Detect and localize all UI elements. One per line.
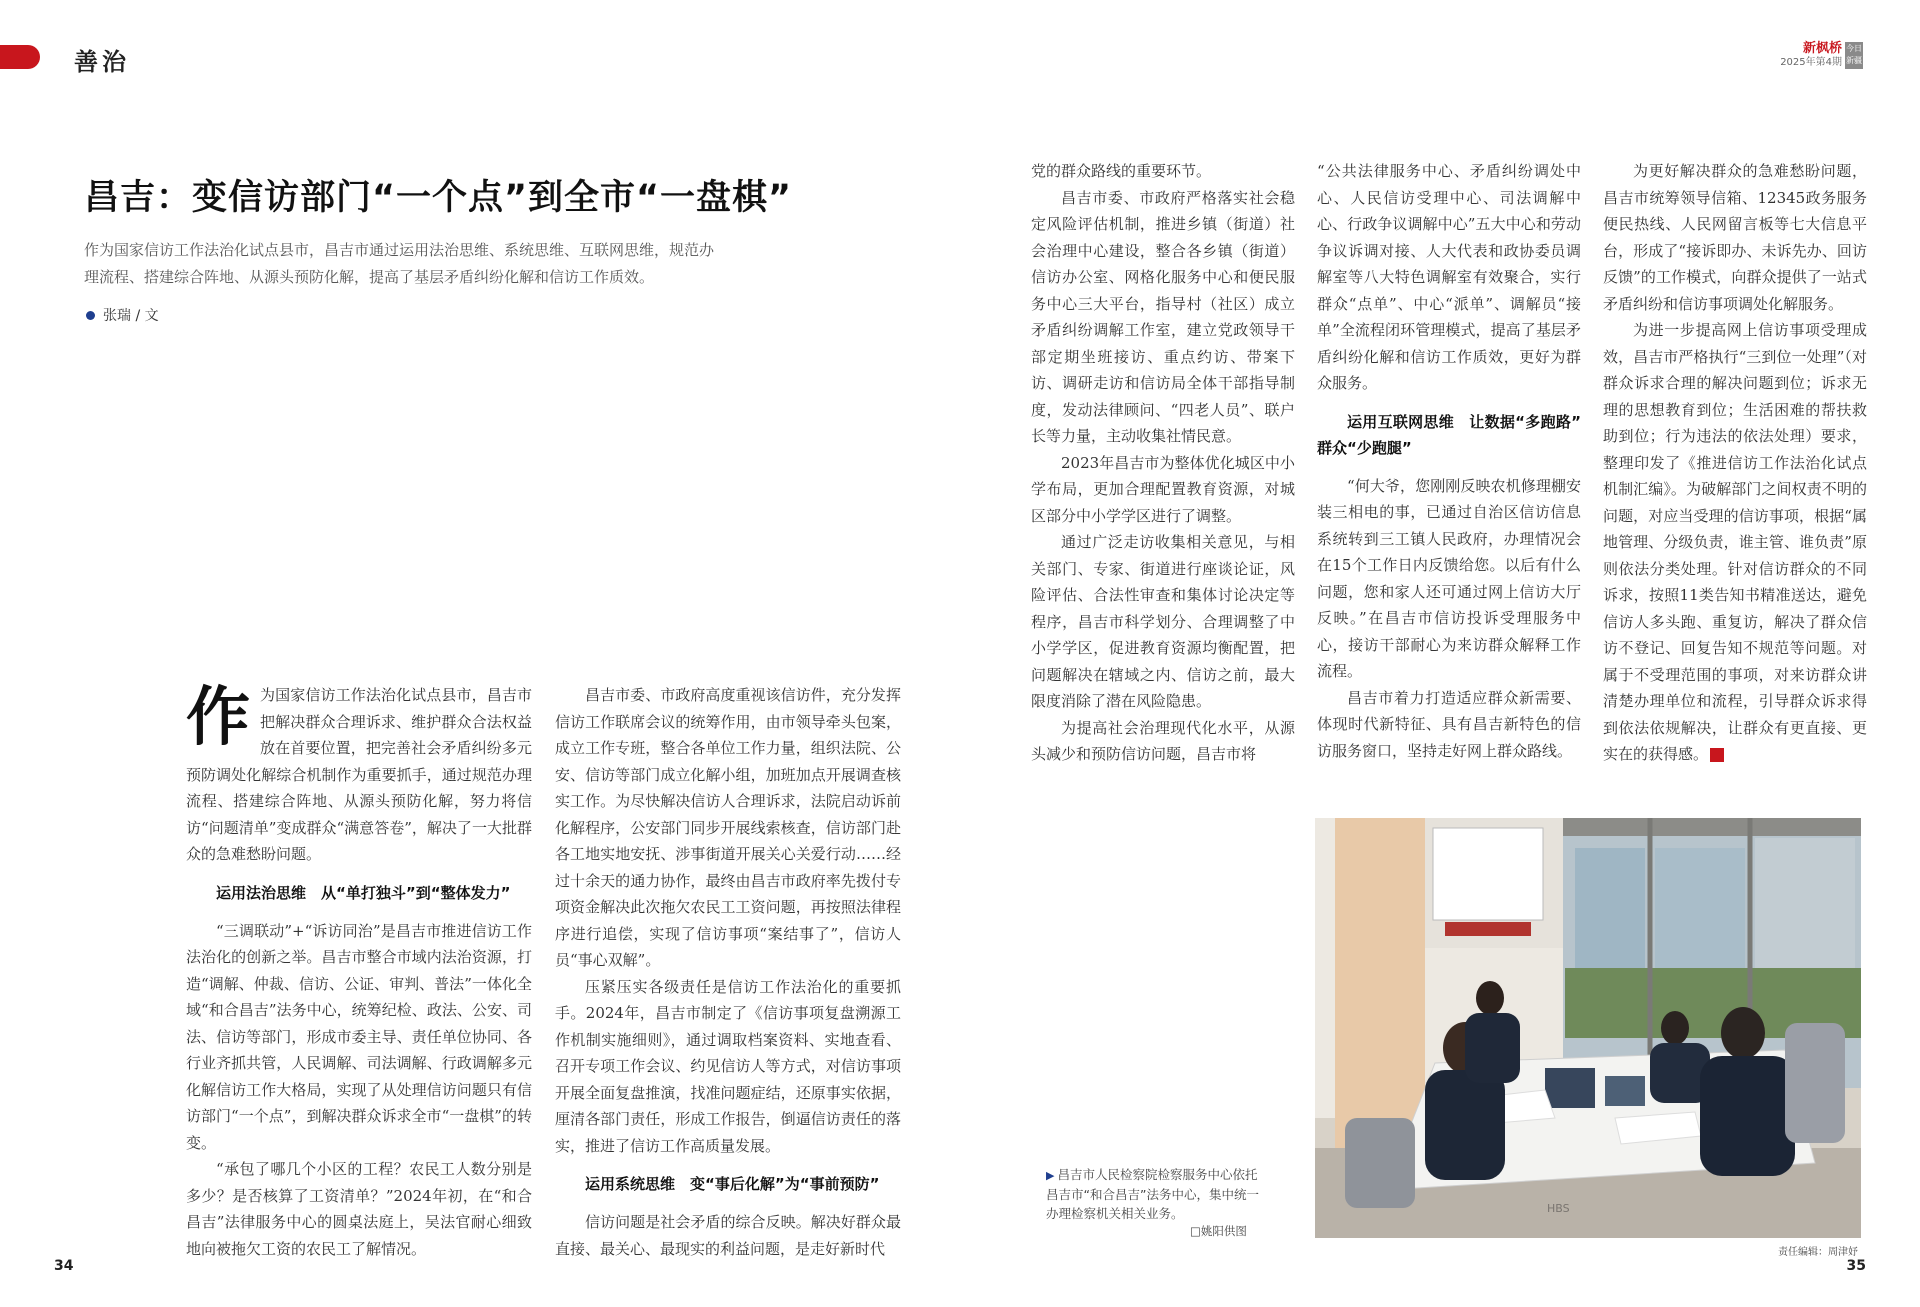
subheading: 运用法治思维 从“单打独斗”到“整体发力”	[216, 883, 511, 902]
section-label: 善治	[74, 47, 130, 76]
paragraph: 压紧压实各级责任是信访工作法治化的重要抓手。2024年，昌吉市制定了《信访事项复盘溯源工作机制实施细则》，通过调取档案资料、实地查看、召开专项工作会议、约见信访人等方式，对信访事项开展全面复盘推演，找准问题症结，还原事实依据，厘清各部门责任，形成工作报告，倒逼信访责任的落实，推进了信访工作高质量发展。	[555, 977, 901, 1155]
masthead	[1780, 42, 1842, 68]
paragraph: “三调联动”+“诉访同治”是昌吉市推进信访工作法治化的创新之举。昌吉市整合市域内法治资源，打造“调解、仲裁、信访、公证、审判、普法”一体化全域“和合昌吉”法务中心，统筹纪检、政法、公安、司法、信访等部门，形成市委主导、责任单位协同、各行业齐抓共管，人民调解、司法调解、行政调解多元化解信访工作大格局，实现了从处理信访问题只有信访部门“一个点”，到解决群众诉求全市“一盘棋”的转变。	[186, 921, 532, 1152]
paragraph: 昌吉市委、市政府高度重视该信访件，充分发挥信访工作联席会议的统筹作用，由市领导牵头包案，成立工作专班，整合各单位工作力量，组织法院、公安、信访等部门成立化解小组，加班加点开展调查核实工作。为尽快解决信访人合理诉求，法院启动诉前化解程序，公安部门同步开展线索核查，信访部门赴各工地实地安抚、涉事街道开展关心关爱行动……经过十余天的通力协作，最终由昌吉市政府率先拨付专项资金解决此次拖欠农民工工资问题，再按照法律程序进行追偿，实现了信访事项“案结事了”，信访人员“事心双解”。	[555, 686, 901, 969]
body-column-2	[555, 682, 901, 1262]
body-column-4	[1317, 158, 1597, 764]
caption-arrow-icon: ▶	[1046, 1169, 1055, 1182]
page-number-left: 34	[54, 1258, 74, 1274]
byline	[86, 305, 159, 325]
paragraph: 昌吉市委、市政府严格落实社会稳定风险评估机制，推进乡镇（街道）社会治理中心建设，整合各乡镇（街道）信访办公室、网格化服务中心和便民服务中心三大平台，指导村（社区）成立矛盾纠纷调解工作室，建立党政领导干部定期坐班接访、重点约访、带案下访、调研走访和信访局全体干部指导制度，发动法律顾问、“四老人员”、联户长等力量，主动收集社情民意。	[1031, 188, 1295, 445]
body-column-3	[1031, 158, 1295, 768]
responsible-editor: 责任编辑：周津妤	[1778, 1247, 1858, 1258]
meeting-room-illustration	[1315, 818, 1861, 1238]
paragraph: 为更好解决群众的急难愁盼问题，昌吉市统筹领导信箱、12345政务服务便民热线、人民网留言板等七大信息平台，形成了“接诉即办、未诉先办、回访反馈”的工作模式，向群众提供了一站式矛盾纠纷和信访事项调处化解服务。	[1603, 162, 1867, 313]
drop-cap: 作	[186, 680, 250, 755]
body-column-5	[1603, 158, 1867, 768]
subheading: 运用互联网思维 让数据“多跑路” 群众“少跑腿”	[1317, 412, 1597, 457]
byline-text: 张瑞 / 文	[103, 308, 159, 324]
article-photo	[1315, 818, 1861, 1238]
paragraph: 为国家信访工作法治化试点县市，昌吉市把解决群众合理诉求、维护群众合法权益放在首要位置，把完善社会矛盾纠纷多元预防调处化解综合机制作为重要抓手，通过规范办理流程、搭建综合阵地、从源头预防化解，努力将信访“问题清单”变成群众“满意答卷”，解决了一大批群众的急难愁盼问题。	[186, 686, 532, 863]
section-tab-decoration	[0, 45, 40, 69]
issue-number: 2025年第4期	[1780, 56, 1842, 68]
body-column-1	[186, 682, 532, 1262]
paragraph: 为提高社会治理现代化水平，从源头减少和预防信访问题，昌吉市将	[1031, 718, 1295, 763]
paragraph: 昌吉市着力打造适应群众新需要、体现时代新特征、具有昌吉新特色的信访服务窗口，坚持走好网上群众路线。	[1317, 688, 1581, 760]
subheading: 运用系统思维 变“事后化解”为“事前预防”	[585, 1175, 880, 1193]
photo-credit: □姚阳供图	[1190, 1224, 1247, 1238]
paragraph: 党的群众路线的重要环节。	[1031, 162, 1212, 180]
paragraph: “承包了哪几个小区的工程？农民工人数分别是多少？是否核算了工资清单？”2024年初，在“和合昌吉”法律服务中心的圆桌法庭上，吴法官耐心细致地向被拖欠工资的农民工了解情况。	[186, 1160, 532, 1258]
magazine-name: 新枫桥	[1802, 41, 1842, 56]
article-lead: 作为国家信访工作法治化试点县市，昌吉市通过运用法治思维、系统思维、互联网思维，规范办理流程、搭建综合阵地、从源头预防化解，提高了基层矛盾纠纷化解和信访工作质效。	[84, 241, 715, 286]
paragraph: 2023年昌吉市为整体优化城区中小学布局，更加合理配置教育资源，对城区部分中小学学区进行了调整。	[1031, 453, 1295, 525]
article-title: 昌吉：变信访部门“一个点”到全市“一盘棋”	[84, 178, 793, 218]
paragraph: “何大爷，您刚刚反映农机修理棚安装三相电的事，已通过自治区信访信息系统转到三工镇人民政府，办理情况会在15个工作日内反馈给您。以后有什么问题，您和家人还可通过网上信访大厅反映。”在昌吉市信访投诉受理服务中心，接访干部耐心为来访群众解释工作流程。	[1317, 476, 1581, 680]
photo-caption	[1046, 1165, 1262, 1223]
paragraph: 通过广泛走访收集相关意见，与相关部门、专家、街道进行座谈论证，风险评估、合法性审查和集体讨论决定等程序，昌吉市科学划分、合理调整了中小学学区，促进教育资源均衡配置，把问题解决在辖域之内、信访之前，最大限度消除了潜在风险隐患。	[1031, 533, 1295, 710]
paragraph-text: 为进一步提高网上信访事项受理成效，昌吉市严格执行“三到位一处理”（对群众诉求合理的解决问题到位；诉求无理的思想教育到位；生活困难的帮扶救助到位；行为违法的依法处理）要求，整理印发了《推进信访工作法治化试点机制汇编》。为破解部门之间权责不明的问题，对应当受理的信访事项，根据“属地管理、分级负责，谁主管、谁负责”原则依法分类处理。针对信访群众的不同诉求，按照11类告知书精准送达，避免信访人多头跑、重复访，解决了群众信访不登记、回复告知不规范等问题。对属于不受理范围的事项，对来访群众讲清楚办理单位和流程，引导群众诉求得到依法依规解决，让群众有更直接、更实在的获得感。	[1603, 321, 1867, 763]
page-number-right: 35	[1846, 1258, 1866, 1274]
end-mark-icon: J	[1710, 748, 1724, 762]
paragraph	[1603, 317, 1867, 768]
paragraph: “公共法律服务中心、矛盾纠纷调处中心、人民信访受理中心、司法调解中心、行政争议调解中心”五大中心和劳动争议诉调对接、人大代表和政协委员调解室等八大特色调解室有效聚合，实行群众“点单”、中心“派单”、调解员“接单”全流程闭环管理模式，提高了基层矛盾纠纷化解和信访工作质效，更好为群众服务。	[1317, 162, 1581, 392]
photo-caption-text: 昌吉市人民检察院检察服务中心依托昌吉市“和合昌吉”法务中心，集中统一办理检察机关相关业务。	[1046, 1167, 1259, 1221]
paragraph: 信访问题是社会矛盾的综合反映。解决好群众最直接、最关心、最现实的利益问题，是走好新时代	[555, 1213, 901, 1258]
today-badge: 今日新疆	[1845, 42, 1863, 69]
bullet-dot-icon	[86, 311, 95, 320]
wall-sign-text: HBS	[1547, 1202, 1570, 1215]
